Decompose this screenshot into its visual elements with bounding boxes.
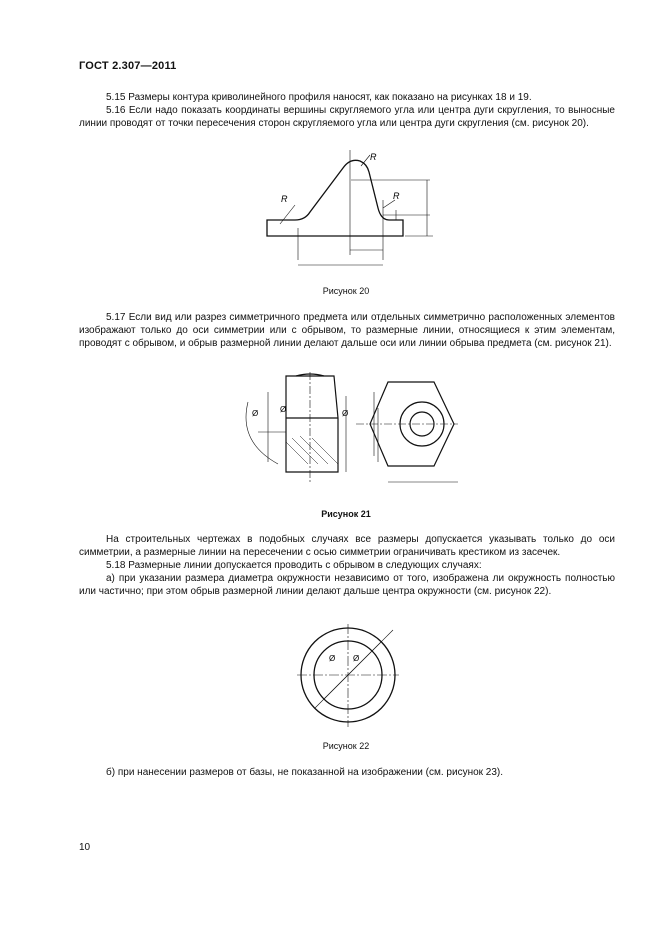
- paragraph-construction: [79, 533, 615, 559]
- page-number: 10: [79, 842, 91, 853]
- paragraph-5-16: [79, 104, 615, 130]
- document-header: ГОСТ 2.307—2011: [79, 60, 177, 72]
- fig20-label-r-right: R: [393, 191, 400, 201]
- figure-20-drawing: [255, 150, 435, 275]
- fig20-label-r-top: R: [370, 152, 377, 162]
- figure-21-caption: Рисунок 21: [321, 509, 371, 519]
- fig22-label-dim-outer: Ø: [353, 654, 360, 663]
- fig21-label-dim-2: Ø: [280, 405, 287, 414]
- fig21-label-dim-3: Ø: [342, 409, 349, 418]
- paragraph-5-18-text: 5.18 Размерные линии допускается проводить с обрывом в следующих случаях:: [106, 560, 482, 571]
- paragraph-5-17-text: 5.17 Если вид или разрез симметричного предмета или отдельных симметрично расположенных элементов изображают только до оси симметрии или с обрывом, то размерные линии, относящиеся к этим элементам, проводят с обрывом, и обрыв размерной линии делают дальше оси или линии обрыва предмета (см. рисунок 21).: [79, 312, 615, 350]
- paragraph-5-18: [79, 559, 615, 572]
- figure-22-caption: Рисунок 22: [322, 741, 370, 751]
- paragraph-5-18-a-text: а) при указании размера диаметра окружности независимо от того, изображена ли окружность полностью или частично; при этом обрыв размерной линии делают дальше центра окружности (см. рисунок 22).: [79, 573, 615, 598]
- paragraph-5-18-a: [79, 572, 615, 598]
- paragraph-5-16-text: 5.16 Если надо показать координаты вершины скругляемого угла или центра дуги скругления, то выносные линии проводят от точки пересечения сторон скругляемого угла или центра дуги скругления (см. рисунок 20).: [79, 105, 615, 130]
- fig22-label-dim-inner: Ø: [329, 654, 336, 663]
- fig21-nut-section: [286, 376, 338, 472]
- paragraph-5-15: [79, 91, 615, 104]
- paragraph-5-18-b: [79, 766, 615, 779]
- fig20-label-r-left: R: [281, 194, 288, 204]
- paragraph-5-18-b-text: б) при нанесении размеров от базы, не показанной на изображении (см. рисунок 23).: [106, 767, 504, 778]
- figure-22-drawing: [295, 621, 405, 731]
- fig21-label-dim-1: Ø: [252, 409, 259, 418]
- figure-21-drawing: [238, 372, 458, 494]
- paragraph-construction-text: На строительных чертежах в подобных случаях все размеры допускается указывать только до оси симметрии, а размерные линии на пересечении с осью симметрии ограничивать крестиком из засечек.: [79, 534, 615, 559]
- paragraph-5-15-text: 5.15 Размеры контура криволинейного профиля наносят, как показано на рисунках 18 и 19.: [106, 92, 532, 103]
- figure-20-caption: Рисунок 20: [322, 286, 370, 296]
- paragraph-5-17: [79, 311, 615, 351]
